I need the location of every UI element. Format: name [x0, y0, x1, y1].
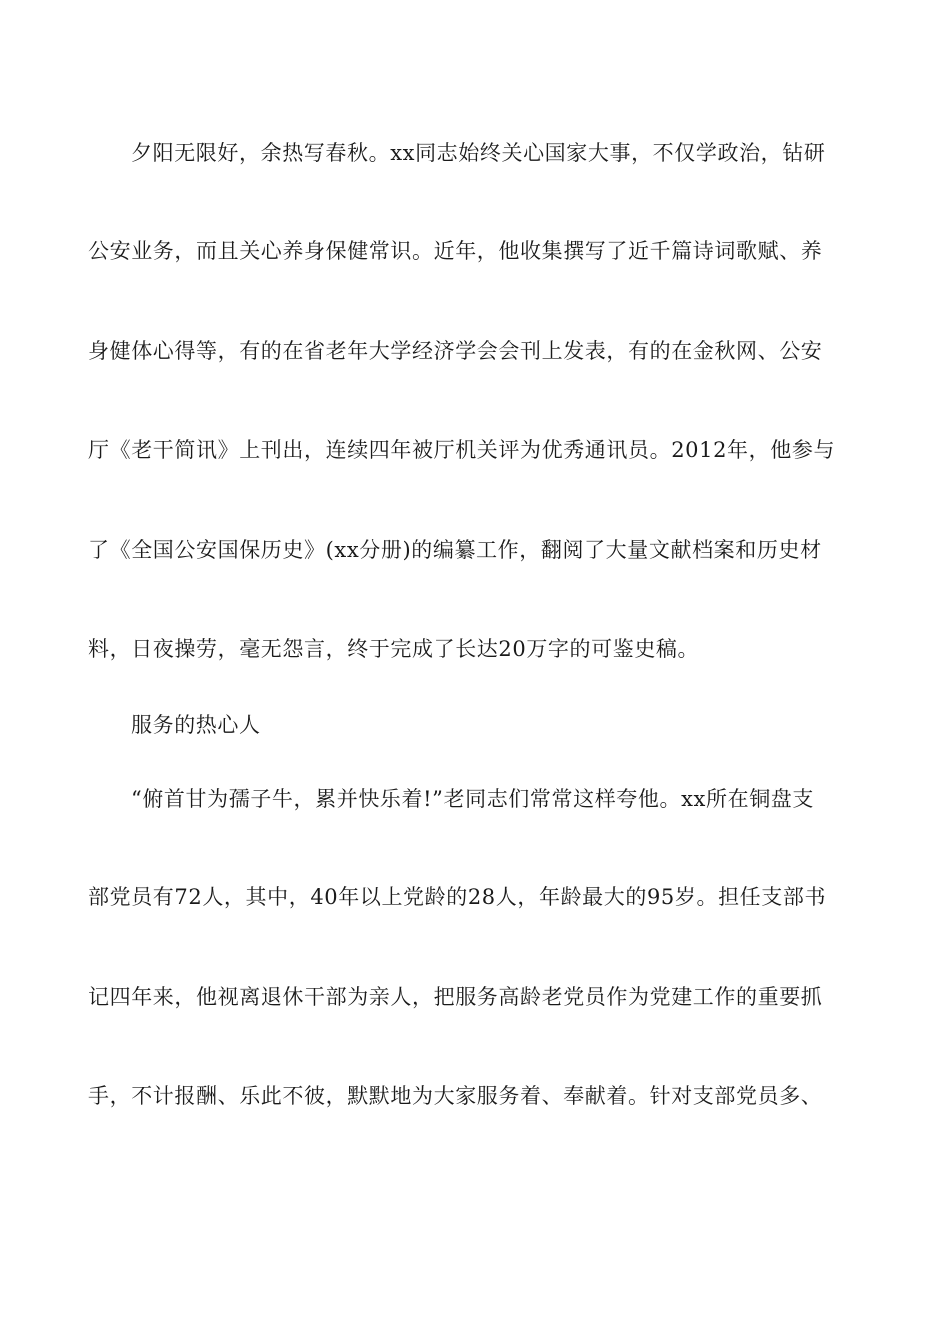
section-heading: 服务的热心人	[131, 713, 261, 737]
paragraph-1-line-6: 料，日夜操劳，毫无怨言，终于完成了长达20万字的可鉴史稿。	[88, 637, 700, 661]
paragraph-2-line-4: 手，不计报酬、乐此不彼，默默地为大家服务着、奉献着。针对支部党员多、	[88, 1084, 823, 1108]
paragraph-1-line-3: 身健体心得等，有的在省老年大学经济学会会刊上发表，有的在金秋网、公安	[88, 339, 823, 363]
paragraph-2-line-2: 部党员有72人，其中，40年以上党龄的28人，年龄最大的95岁。担任支部书	[88, 885, 827, 909]
paragraph-2-line-1: “俯首甘为孺子牛，累并快乐着!”老同志们常常这样夸他。xx所在铜盘支	[131, 787, 814, 811]
paragraph-1-line-1: 夕阳无限好，余热写春秋。xx同志始终关心国家大事，不仅学政治，钻研	[131, 141, 826, 165]
paragraph-1-line-5: 了《全国公安国保历史》(xx分册)的编纂工作，翻阅了大量文献档案和历史材	[88, 538, 822, 562]
paragraph-2-line-3: 记四年来，他视离退休干部为亲人，把服务高龄老党员作为党建工作的重要抓	[88, 985, 823, 1009]
paragraph-1-line-2: 公安业务，而且关心养身保健常识。近年，他收集撰写了近千篇诗词歌赋、养	[88, 239, 823, 263]
paragraph-1-line-4: 厅《老干简讯》上刊出，连续四年被厅机关评为优秀通讯员。2012年，他参与	[88, 438, 836, 462]
